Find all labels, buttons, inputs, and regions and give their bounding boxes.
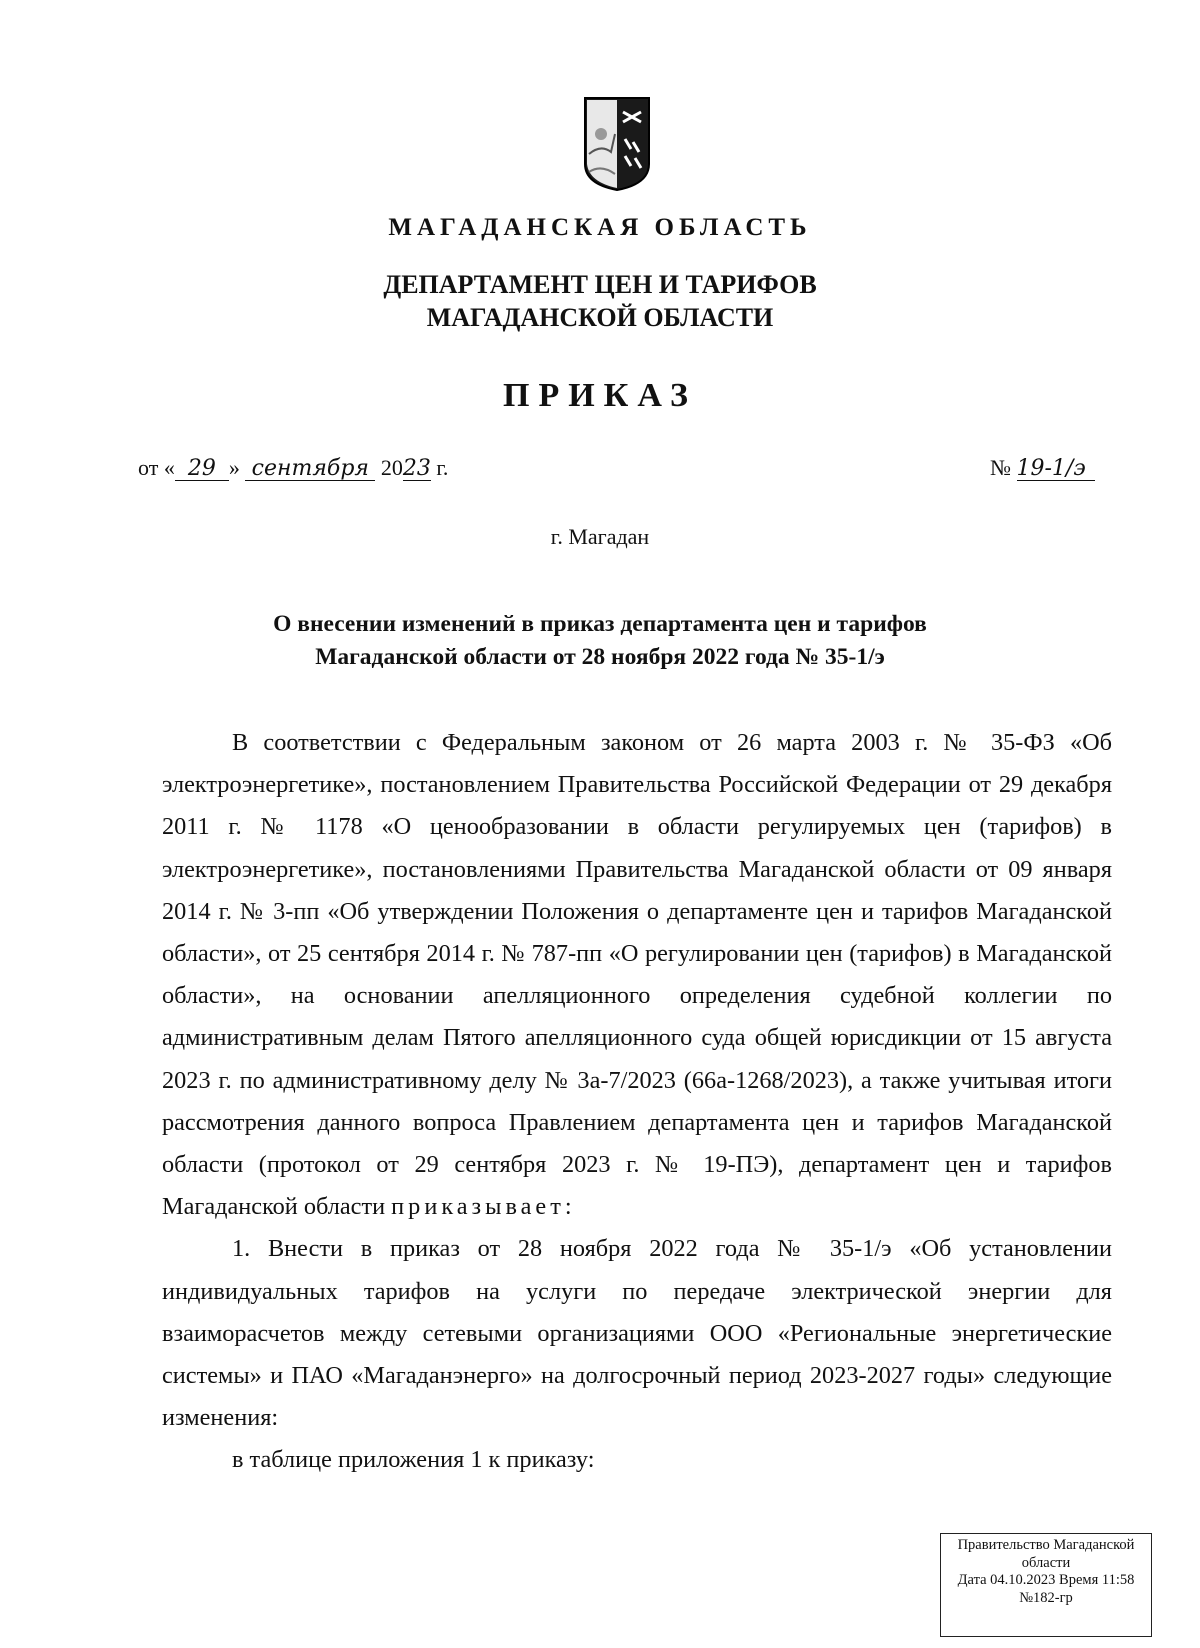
date-year-prefix: 20 — [380, 455, 403, 480]
department-line-2: МАГАДАНСКОЙ ОБЛАСТИ — [426, 303, 774, 332]
paragraph-1-end: : — [564, 1193, 572, 1221]
date-suffix: г. — [436, 455, 449, 480]
region-title: МАГАДАНСКАЯ ОБЛАСТЬ — [388, 214, 812, 241]
department-title — [0, 268, 1200, 334]
order-date — [138, 455, 448, 481]
stamp-line-3: Дата 04.10.2023 Время 11:58 — [957, 1572, 1135, 1588]
stamp-line-4: №182-гр — [1019, 1589, 1073, 1606]
stamp-line-1: Правительство Магаданской — [957, 1537, 1135, 1553]
date-quote-close: » — [228, 455, 240, 480]
subject-line-2: Магаданской области от 28 ноября 2022 года № 35-1/э — [315, 644, 885, 670]
number-value: 19-1/э — [1017, 458, 1095, 481]
department-line-1: ДЕПАРТАМЕНТ ЦЕН И ТАРИФОВ — [383, 270, 817, 299]
city-name: г. Магадан — [550, 524, 650, 549]
date-prefix: от « — [138, 455, 175, 480]
date-year-suffix: 23 — [402, 456, 431, 481]
order-body — [162, 722, 1112, 1482]
order-number — [990, 455, 1095, 481]
coat-of-arms-icon — [581, 94, 653, 192]
order-verb: приказывает — [391, 1193, 565, 1221]
stamp-line-2: области — [1021, 1554, 1071, 1571]
paragraph-1-text: В соответствии с Федеральным законом от 26 марта 2003 г. № 35-ФЗ «Об электроэнергетике», постановлением Правительства Российской Федерации от 29 декабря 2011 г. № 1178 «О ценообразовании в области регулируемых цен (тарифов) в электроэнергетике», постановлениями Правительства Магаданской области от 09 января 2014 г. № 3-пп «Об утверждении Положения о департаменте цен и тарифов Магаданской области», от 25 сентября 2014 г. № 787-пп «О регулировании цен (тарифов) в Магаданской области», на основании апелляционного определения судебной коллегии по административным делам Пятого апелляционного суда общей юрисдикции от 15 августа 2023 г. по административному делу № 3а-7/2023 (66а-1268/2023), а также учитывая итоги рассмотрения данного вопроса Правлением департамента цен и тарифов Магаданской области (протокол от 29 сентября 2023 г. № 19-ПЭ), департамент цен и тарифов Магаданской области — [162, 729, 1112, 1221]
document-type-title: ПРИКАЗ — [503, 377, 697, 414]
body-paragraph-3: в таблице приложения 1 к приказу: — [232, 1446, 595, 1474]
body-paragraph-1 — [162, 722, 1112, 1228]
date-day: 29 — [175, 458, 229, 481]
date-month: сентября — [245, 458, 375, 481]
subject-line-1: О внесении изменений в приказ департамента цен и тарифов — [273, 611, 927, 637]
number-sign: № — [990, 455, 1011, 480]
body-paragraph-2: 1. Внести в приказ от 28 ноября 2022 года № 35-1/э «Об установлении индивидуальных тарифов на услуги по передаче электрической энергии для взаиморасчетов между сетевыми организациями ООО «Региональные энергетические системы» и ПАО «Магаданэнерго» на долгосрочный период 2023-2027 годы» следующие изменения: — [162, 1235, 1112, 1432]
order-subject — [0, 608, 1200, 674]
registration-stamp — [940, 1533, 1152, 1637]
